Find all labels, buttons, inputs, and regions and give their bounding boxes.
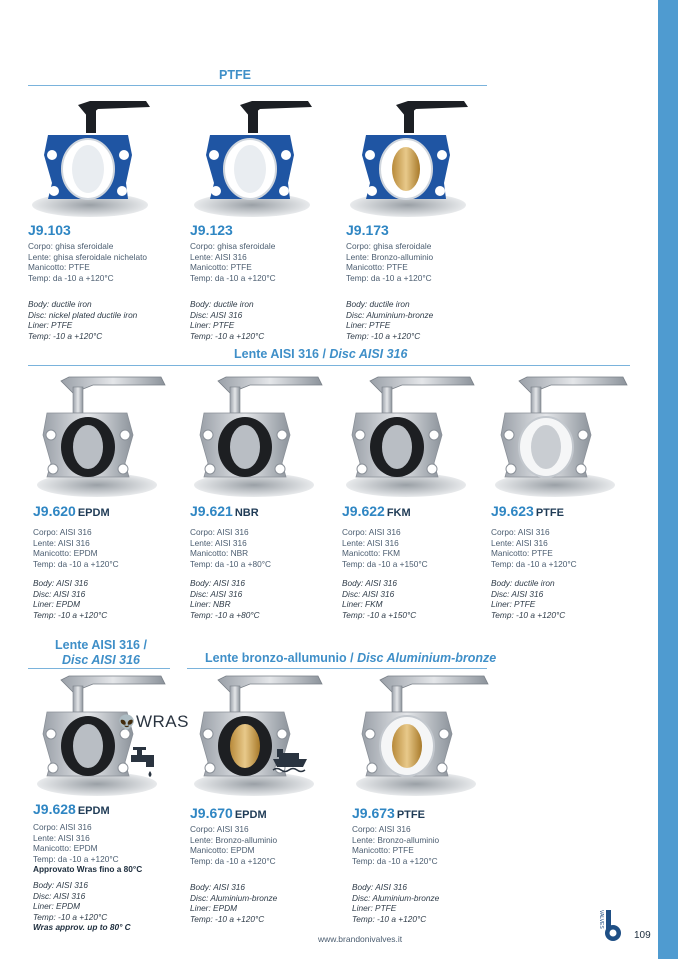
spec-english: Body: AISI 316 Disc: AISI 316 Liner: NBR Temp: -10 a +80°C <box>190 578 260 620</box>
valve-image <box>33 373 168 498</box>
model-code: J9.673 PTFE <box>352 805 425 821</box>
spec-english: Body: AISI 316 Disc: AISI 316 Liner: EPDM Temp: -10 a +120°C Wras approv. up to 80° C <box>33 880 131 933</box>
spec-italian: Corpo: AISI 316 Lente: AISI 316 Manicotto: FKM Temp: da -10 a +150°C <box>342 527 428 569</box>
logo-text: VALVES <box>598 910 604 929</box>
valve-image <box>352 672 492 797</box>
page-number: 109 <box>634 930 651 941</box>
wras-logo: 👽WRAS <box>118 712 189 731</box>
valve-image <box>190 373 325 498</box>
model-code: J9.621 NBR <box>190 503 259 519</box>
spec-italian: Corpo: AISI 316 Lente: AISI 316 Manicotto: PTFE Temp: da -10 a +120°C <box>491 527 577 569</box>
ship-icon <box>271 745 311 775</box>
spec-italian: Corpo: ghisa sferoidale Lente: ghisa sferoidale nichelato Manicotto: PTFE Temp: da -10 a +120°C <box>28 241 148 283</box>
section-title-wras: Lente AISI 316 / Disc AISI 316 <box>55 638 147 667</box>
section-title-disc-aisi: Lente AISI 316 / Disc AISI 316 <box>234 347 408 361</box>
valve-image <box>346 95 476 220</box>
section-title-bronze: Lente bronzo-allumunio / Disc Aluminium-bronze <box>205 651 497 665</box>
section-rule <box>28 365 630 366</box>
side-stripe <box>658 0 678 959</box>
section-title-ptfe: PTFE <box>219 68 251 82</box>
model-code: J9.123 <box>190 222 233 238</box>
spec-english: Body: ductile iron Disc: AISI 316 Liner: PTFE Temp: -10 a +120°C <box>491 578 566 620</box>
valve-image <box>190 672 325 797</box>
section-rule <box>28 668 170 669</box>
valve-image <box>28 95 158 220</box>
spec-italian: Corpo: AISI 316 Lente: AISI 316 Manicotto: EPDM Temp: da -10 a +120°C Approvato Wras fino a 80°C <box>33 822 143 875</box>
brand-logo <box>596 908 626 944</box>
model-code: J9.623 PTFE <box>491 503 564 519</box>
spec-italian: Corpo: AISI 316 Lente: Bronzo-alluminio Manicotto: EPDM Temp: da -10 a +120°C <box>190 824 278 866</box>
spec-english: Body: AISI 316 Disc: Aluminium-bronze Liner: EPDM Temp: -10 a +120°C <box>190 882 278 924</box>
spec-english: Body: ductile iron Disc: nickel plated ductile iron Liner: PTFE Temp: -10 a +120°C <box>28 299 138 341</box>
model-code: J9.103 <box>28 222 71 238</box>
section-rule <box>187 668 487 669</box>
water-tap-icon <box>129 745 163 779</box>
valve-image <box>342 373 477 498</box>
spec-english: Body: AISI 316 Disc: AISI 316 Liner: EPDM Temp: -10 a +120°C <box>33 578 108 620</box>
model-code: J9.628 EPDM <box>33 801 110 817</box>
spec-italian: Corpo: ghisa sferoidale Lente: Bronzo-alluminio Manicotto: PTFE Temp: da -10 a +120°C <box>346 241 434 283</box>
spec-english: Body: AISI 316 Disc: AISI 316 Liner: FKM Temp: -10 a +150°C <box>342 578 417 620</box>
spec-italian: Corpo: AISI 316 Lente: Bronzo-alluminio Manicotto: PTFE Temp: da -10 a +120°C <box>352 824 440 866</box>
model-code: J9.670 EPDM <box>190 805 267 821</box>
spec-english: Body: AISI 316 Disc: Aluminium-bronze Liner: PTFE Temp: -10 a +120°C <box>352 882 440 924</box>
spec-italian: Corpo: ghisa sferoidale Lente: AISI 316 Manicotto: PTFE Temp: da -10 a +120°C <box>190 241 276 283</box>
model-code: J9.620 EPDM <box>33 503 110 519</box>
spec-italian: Corpo: AISI 316 Lente: AISI 316 Manicotto: EPDM Temp: da -10 a +120°C <box>33 527 119 569</box>
section-rule <box>28 85 487 86</box>
model-code: J9.173 <box>346 222 389 238</box>
valve-image <box>190 95 320 220</box>
valve-image <box>491 373 631 498</box>
website-url: www.brandonivalves.it <box>318 934 403 944</box>
spec-italian: Corpo: AISI 316 Lente: AISI 316 Manicotto: NBR Temp: da -10 a +80°C <box>190 527 272 569</box>
spec-english: Body: ductile iron Disc: Aluminium-bronze Liner: PTFE Temp: -10 a +120°C <box>346 299 434 341</box>
spec-english: Body: ductile iron Disc: AISI 316 Liner: PTFE Temp: -10 a +120°C <box>190 299 265 341</box>
model-code: J9.622 FKM <box>342 503 411 519</box>
